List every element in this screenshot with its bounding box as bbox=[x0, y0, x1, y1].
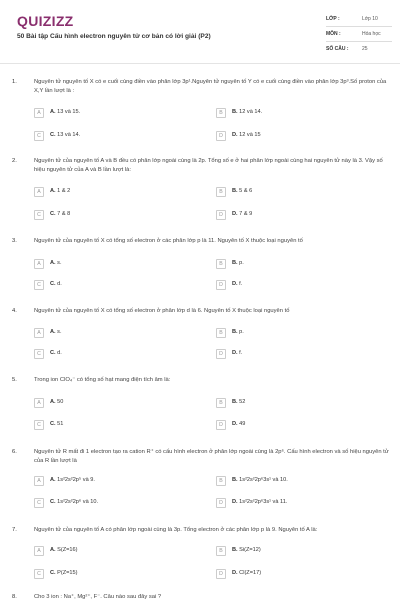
option-key: D. bbox=[232, 570, 238, 576]
question-text: Nguyên tử của nguyên tố X có tổng số electron ở các phân lớp p là 11. Nguyên tố X thuộc loại nguyên tố bbox=[34, 238, 303, 244]
option-text: S(Z=16) bbox=[57, 547, 78, 553]
option-text: d. bbox=[57, 350, 62, 356]
option-letter-box: D bbox=[216, 569, 226, 579]
option-key: B. bbox=[232, 188, 238, 194]
option-key: D. bbox=[232, 211, 238, 217]
option-text: f. bbox=[239, 281, 243, 287]
option-letter-box: C bbox=[34, 569, 44, 579]
option-letter-box: C bbox=[34, 280, 44, 290]
option-key: A. bbox=[50, 477, 56, 483]
option-text: 51 bbox=[57, 421, 64, 427]
option-text: f. bbox=[239, 350, 243, 356]
question-number: 5. bbox=[12, 377, 17, 383]
question-number: 2. bbox=[12, 158, 17, 164]
option-letter-box: B bbox=[216, 546, 226, 556]
option-text: s. bbox=[57, 260, 62, 266]
option-letter-box: A bbox=[34, 108, 44, 118]
option-letter-box: C bbox=[34, 498, 44, 508]
question-text: Cho 3 ion : Na⁺, Mg²⁺, F⁻. Câu nào sau đây sai ? bbox=[34, 594, 162, 600]
meta-value: Lớp 10 bbox=[362, 16, 378, 22]
option-letter-box: B bbox=[216, 108, 226, 118]
option-text: 13 và 14. bbox=[57, 132, 81, 138]
option-text: 50 bbox=[57, 399, 64, 405]
option-letter-box: D bbox=[216, 349, 226, 359]
question-text: Nguyên tử của nguyên tố A và B đều có phân lớp ngoài cùng là 2p. Tổng số e ở hai phân lớp ngoài cùng hai nguyên tử này là 3. Vậy số hiệu nguyên tử của A và B lần lượt là: bbox=[34, 158, 383, 173]
meta-label: MÔN : bbox=[326, 31, 341, 37]
option-text: 12 và 15 bbox=[239, 132, 261, 138]
option-key: D. bbox=[232, 421, 238, 427]
option-key: D. bbox=[232, 350, 238, 356]
option-text: P(Z=15) bbox=[57, 570, 78, 576]
option-key: A. bbox=[50, 109, 56, 115]
option-text: 1 & 2 bbox=[57, 188, 71, 194]
option-text: 7 & 8 bbox=[57, 211, 71, 217]
question-number: 8. bbox=[12, 594, 17, 600]
meta-value: 25 bbox=[362, 46, 368, 52]
option-key: B. bbox=[232, 477, 238, 483]
option-key: A. bbox=[50, 547, 56, 553]
option-letter-box: B bbox=[216, 476, 226, 486]
question-number: 7. bbox=[12, 527, 17, 533]
option-text: Si(Z=12) bbox=[239, 547, 261, 553]
question-text: Nguyên tử của nguyên tố X có tổng số electron ở phân lớp d là 6. Nguyên tố X thuộc loại nguyên tố bbox=[34, 308, 290, 314]
question-text: Trong ion ClO₄⁻ có tổng số hạt mang điện tích âm là: bbox=[34, 377, 171, 383]
option-text: 12 và 14. bbox=[239, 109, 263, 115]
worksheet-header bbox=[0, 0, 400, 66]
option-letter-box: D bbox=[216, 280, 226, 290]
option-text: p. bbox=[239, 260, 244, 266]
option-key: C. bbox=[50, 421, 56, 427]
option-letter-box: A bbox=[34, 398, 44, 408]
option-key: C. bbox=[50, 499, 56, 505]
option-key: C. bbox=[50, 281, 56, 287]
option-key: B. bbox=[232, 399, 238, 405]
meta-table bbox=[326, 0, 400, 62]
document-title: 50 Bài tập Cấu hình electron nguyên tử cơ bản có lời giải (P2) bbox=[17, 33, 211, 40]
question-text: Nguyên tử của nguyên tố A có phân lớp ngoài cùng là 3p. Tổng electron ở các phân lớp p là 9. Nguyên tố A là: bbox=[34, 527, 318, 533]
meta-row-count bbox=[326, 42, 392, 57]
meta-label: LỚP : bbox=[326, 16, 340, 22]
option-letter-box: C bbox=[34, 131, 44, 141]
option-key: B. bbox=[232, 260, 238, 266]
option-text: 1s²2s²2p⁶ và 10. bbox=[57, 499, 99, 505]
option-key: B. bbox=[232, 109, 238, 115]
option-letter-box: A bbox=[34, 187, 44, 197]
question-text: Nguyên tử nguyên tố X có e cuối cùng điền vào phân lớp 3p¹.Nguyên tử nguyên tố Y có e cuối cùng điền vào phân lớp 3p³.Số proton của X,Y lần lượt là : bbox=[34, 79, 387, 94]
question-number: 6. bbox=[12, 449, 17, 455]
option-letter-box: A bbox=[34, 476, 44, 486]
option-key: D. bbox=[232, 132, 238, 138]
option-text: 1s²2s²2p⁵ và 9. bbox=[57, 477, 95, 483]
option-text: 5 & 6 bbox=[239, 188, 253, 194]
option-key: D. bbox=[232, 281, 238, 287]
option-letter-box: C bbox=[34, 349, 44, 359]
option-letter-box: B bbox=[216, 398, 226, 408]
option-letter-box: D bbox=[216, 498, 226, 508]
option-letter-box: D bbox=[216, 420, 226, 430]
option-letter-box: B bbox=[216, 259, 226, 269]
option-letter-box: D bbox=[216, 210, 226, 220]
option-key: C. bbox=[50, 132, 56, 138]
option-key: A. bbox=[50, 329, 56, 335]
quizizz-logo: QUIZIZZ bbox=[17, 13, 74, 29]
option-key: C. bbox=[50, 350, 56, 356]
option-text: 52 bbox=[239, 399, 246, 405]
option-text: s. bbox=[57, 329, 62, 335]
header-divider bbox=[0, 63, 400, 64]
option-text: 1s²2s²2p⁶3s¹ và 11. bbox=[239, 499, 288, 505]
option-key: B. bbox=[232, 329, 238, 335]
option-key: C. bbox=[50, 570, 56, 576]
option-key: B. bbox=[232, 547, 238, 553]
option-letter-box: C bbox=[34, 210, 44, 220]
option-letter-box: B bbox=[216, 187, 226, 197]
option-text: 1s²2s²2p⁶3s¹ và 10. bbox=[239, 477, 288, 483]
option-key: C. bbox=[50, 211, 56, 217]
question-number: 1. bbox=[12, 79, 17, 85]
question-number: 4. bbox=[12, 308, 17, 314]
option-letter-box: D bbox=[216, 131, 226, 141]
meta-row-class bbox=[326, 12, 392, 27]
meta-row-subject bbox=[326, 27, 392, 42]
meta-value: Hóa học bbox=[362, 31, 381, 37]
option-text: Cl(Z=17) bbox=[239, 570, 262, 576]
option-text: 13 và 15. bbox=[57, 109, 81, 115]
meta-label: SỐ CÂU : bbox=[326, 46, 349, 52]
option-text: 7 & 9 bbox=[239, 211, 253, 217]
option-letter-box: B bbox=[216, 328, 226, 338]
option-key: A. bbox=[50, 188, 56, 194]
option-letter-box: A bbox=[34, 259, 44, 269]
question-text: Nguyên tử R mất đi 1 electron tạo ra cation R⁺ có cấu hình electron ở phân lớp ngoài cùng là 2p⁶. Cấu hình electron và số hiệu nguyên tử của R lần lượt là bbox=[34, 449, 389, 464]
option-letter-box: A bbox=[34, 546, 44, 556]
question-number: 3. bbox=[12, 238, 17, 244]
option-text: d. bbox=[57, 281, 62, 287]
option-letter-box: C bbox=[34, 420, 44, 430]
option-key: A. bbox=[50, 260, 56, 266]
option-text: 49 bbox=[239, 421, 246, 427]
option-text: p. bbox=[239, 329, 244, 335]
option-key: D. bbox=[232, 499, 238, 505]
option-letter-box: A bbox=[34, 328, 44, 338]
option-key: A. bbox=[50, 399, 56, 405]
